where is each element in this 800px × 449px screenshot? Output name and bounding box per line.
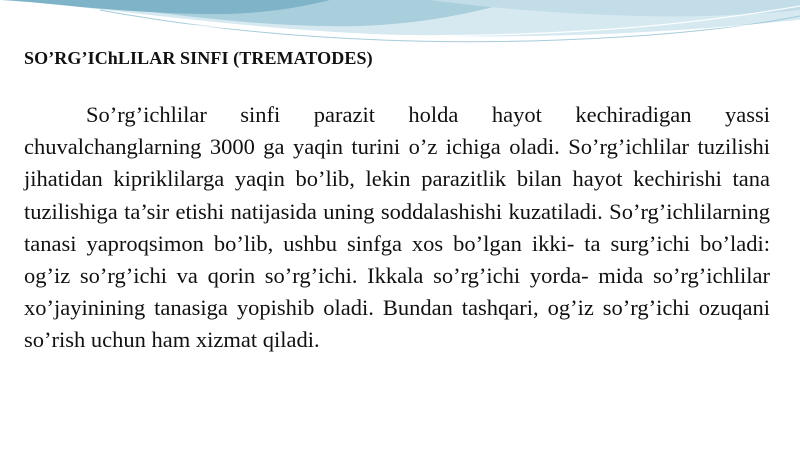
slide-body-text: So’rg’ichlilar sinfi parazit holda hayot kechiradigan yassi chuvalchanglarning 3000 ga yaqin turini o’z ichiga oladi. So’rg’ichlilar tuzilishi jihatidan kipriklilarga yaqin bo’lib, lekin parazitlik bilan hayot kechirishi tana tuzilishiga ta’sir etishi natijasida uning soddalashishi kuzatiladi. So’rg’ichlilarning tanasi yaproqsimon bo’lib, ushbu sinfga xos bo’lgan ikki- ta surg’ichi bo’ladi: og’iz so’rg’ichi va qorin so’rg’ichi. Ikkala so’rg’ichi yorda- mida so’rg’ichlilar xo’jayinining tanasiga yopishib oladi. Bundan tashqari, og’iz so’rg’ichi ozuqani so’rish uchun ham xizmat qiladi. — [24, 102, 770, 353]
slide-title: SO’RG’IChLILAR SINFI (TREMATODES) — [24, 48, 373, 68]
